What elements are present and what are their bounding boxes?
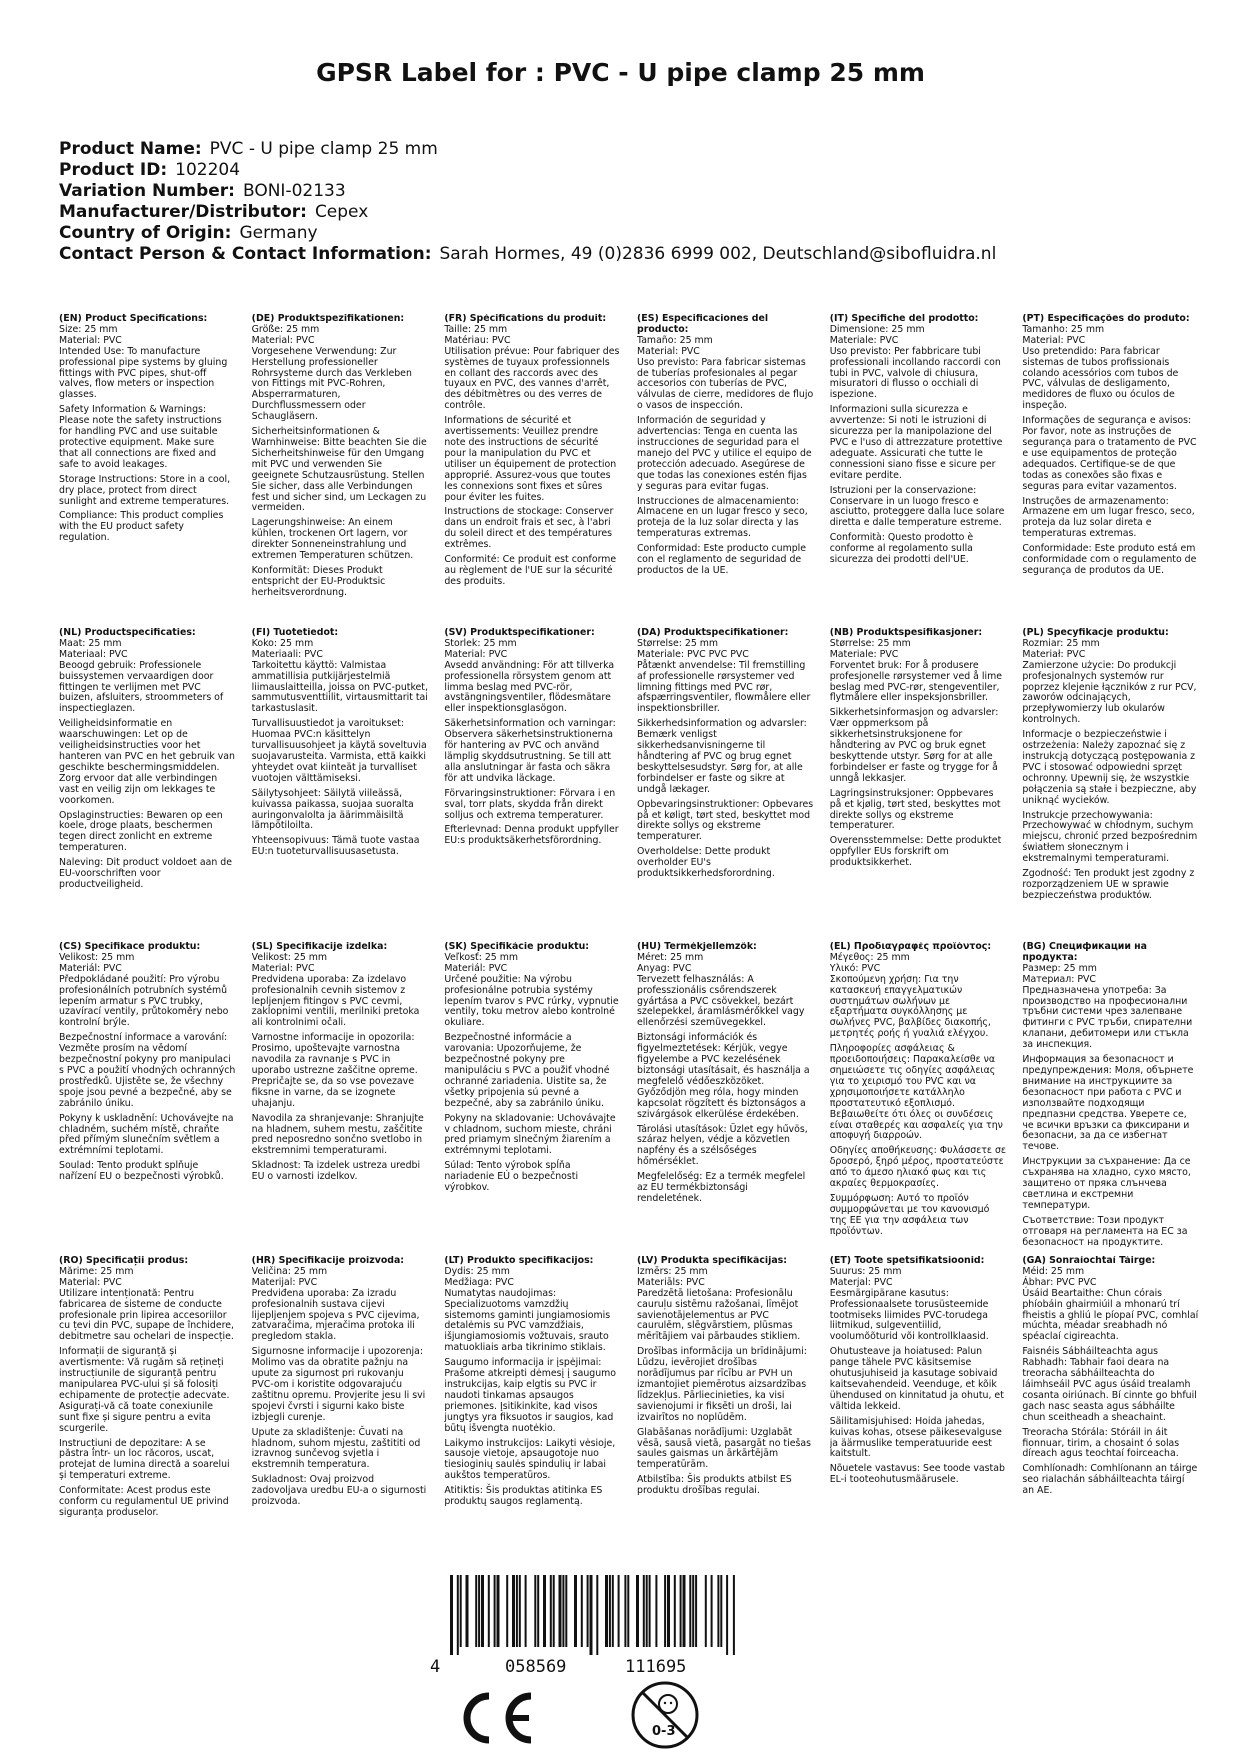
spec-line: Mărime: 25 mm xyxy=(59,1265,134,1277)
spec-line: Säilitamisjuhised: Hoida jahedas, kuivas kohas, otsese päikesevalguse ja äärmuslike temperatuuride eest kaitstult. xyxy=(829,1415,1002,1460)
barcode-bar xyxy=(574,1575,577,1647)
spec-line: Conformidade: Este produto está em conformidade com o regulamento de segurança de produtos da UE. xyxy=(1022,543,1197,576)
spec-line: Anyag: PVC xyxy=(637,962,692,974)
spec-heading: (ET) Toote spetsifikatsioonid: xyxy=(829,1256,985,1266)
spec-line: Zamierzone użycie: Do produkcji profesjonalnych systemów rur poprzez klejenie łączników z rur PCV, zaworów odcinających, przepływomierzy lub okularów kontrolnych. xyxy=(1022,659,1197,726)
spec-line: Bezpečnostné informácie a varovania: Upozorňujeme, že bezpečnostné pokyny pre manipuláciu s PVC a použiť vhodné ochranné zariadenia. Uistite sa, že všetky pripojenia sú pevné a bezpečné, aby sa zabránilo úniku. xyxy=(444,1032,610,1109)
spec-line: Material: PVC xyxy=(59,334,122,346)
barcode-bar xyxy=(543,1575,546,1647)
barcode-bar xyxy=(565,1575,567,1647)
spec-line: Turvallisuustiedot ja varoitukset: Huomaa PVC:n käsittelyn turvallisuusohjeet ja käytä soveltuvia suojavarusteita. Varmista, että kaikki yhteydet ovat kiinteät ja turvalliset vuotojen välttämiseksi. xyxy=(251,718,427,784)
barcode-bar xyxy=(636,1575,639,1647)
spec-line: Nõuetele vastavus: See toode vastab EL-i tooteohutusmäärusele. xyxy=(829,1463,1005,1486)
barcode-bar xyxy=(664,1575,666,1647)
barcode-bar xyxy=(717,1575,719,1647)
spec-block xyxy=(830,1256,1007,1570)
barcode-bar xyxy=(680,1575,682,1647)
barcode-bar xyxy=(512,1575,515,1647)
spec-row xyxy=(59,314,1199,628)
barcode-bar xyxy=(646,1575,648,1647)
barcode-bar xyxy=(581,1575,583,1647)
spec-line: Materijal: PVC xyxy=(251,1276,318,1288)
barcode-bar xyxy=(624,1575,626,1647)
spec-line: Velikost: 25 mm xyxy=(59,951,135,963)
spec-line: Tervezett felhasználás: A professzionális csőrendszerek gyártása a PVC csövekkel, bezárt szelepekkel, áramlásmérőkkel vagy ellenőrzési szemüvegekkel. xyxy=(637,973,805,1029)
spec-line: Méret: 25 mm xyxy=(637,951,704,963)
info-row xyxy=(59,181,1199,202)
spec-heading: (CS) Specifikace produktu: xyxy=(59,942,201,952)
barcode-bar xyxy=(705,1575,707,1647)
spec-line: Pokyny k uskladnění: Uchovávejte na chladném, suchém místě, chraňte před přímým slunečním světlem a extrémními teplotami. xyxy=(59,1112,234,1157)
spec-line: Instructions de stockage: Conserver dans un endroit frais et sec, à l'abri du soleil direct et des températures extrêmes. xyxy=(444,506,614,551)
barcode-bar xyxy=(609,1575,611,1647)
ce-mark-icon xyxy=(455,1690,535,1746)
spec-line: Atbilstība: Šis produkts atbilst ES produktu drošības regulai. xyxy=(637,1474,792,1497)
spec-block xyxy=(444,1256,621,1570)
barcode-bar xyxy=(587,1575,589,1647)
spec-line: Rozmiar: 25 mm xyxy=(1022,637,1100,649)
barcode-bar xyxy=(525,1575,527,1647)
spec-line: Materiale: PVC xyxy=(829,648,899,660)
spec-line: Drošības informācija un brīdinājumi: Lūdzu, ievērojiet drošības norādījumus par rīcību ar PVH un izmantojiet piemērotus aizsardzības līdzekļus. Pārliecinieties, ka visi savienojumi ir fiksēti un droši, lai izvairītos no noplūdēm. xyxy=(637,1346,807,1423)
spec-line: Tárolási utasítások: Üzlet egy hűvös, száraz helyen, védje a közvetlen napfény és a szélsőséges hőmérséklet. xyxy=(637,1123,808,1168)
spec-line: Información de seguridad y advertencias: Tenga en cuenta las instrucciones de seguridad para el manejo del PVC y utilice el equipo de protección adecuado. Asegúrese de que todas las conexiones estén fijas y seguras para evitar fugas. xyxy=(637,415,812,492)
spec-line: Upute za skladištenje: Čuvati na hladnom, suhom mjestu, zaštititi od izravnog sunčevog svjetla i ekstremnih temperatura. xyxy=(251,1426,421,1471)
spec-heading: (PL) Specyfikacje produktu: xyxy=(1022,628,1169,638)
spec-line: Materiale: PVC xyxy=(829,334,899,346)
spec-line: Compliance: This product complies with the EU product safety regulation. xyxy=(59,510,224,544)
spec-line: Saugumo informacija ir įspėjimai: Prašome atkreipti dėmesį į saugumo instrukcijas, kaip elgtis su PVC ir naudoti tinkamas apsaugos priemones. Įsitikinkite, kad visos jungtys yra fiksuotos ir saugios, kad būtų išvengta nuotėkio. xyxy=(444,1357,617,1434)
spec-line: Materiaal: PVC xyxy=(59,648,128,660)
spec-block xyxy=(637,628,814,942)
spec-line: Materiale: PVC PVC PVC xyxy=(637,648,749,660)
spec-line: Material: PVC xyxy=(59,1276,122,1288)
spec-line: Tarkoitettu käyttö: Valmistaa ammatillisia putkijärjestelmiä liimauslaitteilla, joissa on PVC-putket, sammutusventtiilit, virtausmittarit tai tarkastuslasit. xyxy=(251,659,428,715)
spec-heading: (LV) Produkta specifikācijas: xyxy=(637,1256,787,1266)
age-warning-label: 0-3 xyxy=(652,1724,676,1739)
barcode-bar xyxy=(475,1575,477,1647)
spec-line: Størrelse: 25 mm xyxy=(637,637,719,649)
info-label: Country of Origin: xyxy=(59,223,232,243)
spec-line: Forventet bruk: For å produsere profesjonelle rørsystemer ved å lime beslag med PVC-rør, stengeventiler, flytmålere eller inspeksjonsbriller. xyxy=(829,659,1003,704)
info-value: Sarah Hormes, 49 (0)2836 6999 002, Deutschland@sibofluidra.nl xyxy=(439,244,997,264)
barcode-bar xyxy=(618,1575,620,1647)
spec-block xyxy=(252,314,429,628)
info-label: Product Name: xyxy=(59,139,202,159)
page-title: GPSR Label for : PVC - U pipe clamp 25 mm xyxy=(316,58,925,87)
spec-block xyxy=(830,628,1007,942)
spec-line: Съответствие: Този продукт отговаря на регламента на ЕС за безопасност на продуктите. xyxy=(1022,1214,1188,1248)
spec-heading: (HR) Specifikacije proizvoda: xyxy=(251,1256,405,1266)
spec-line: Säkerhetsinformation och varningar: Observera säkerhetsinstruktionerna för hantering av PVC och använd lämplig skyddsutrustning. Se till att alla anslutningar är fasta och säkra för att undvika läckage. xyxy=(444,718,616,784)
spec-line: Úsáid Beartaithe: Chun córais phíobáin ghairmiúil a mhonarú trí fheistis a ghliú le píopaí PVC, comhlaí múchta, méadar sreabhadh nó spéaclaí cigireachta. xyxy=(1022,1287,1199,1343)
spec-line: Istruzioni per la conservazione: Conservare in un luogo fresco e asciutto, proteggere dalla luce solare diretta e dalle temperature estreme. xyxy=(829,484,1005,529)
barcode-left-digits: 058569 xyxy=(505,1657,567,1677)
spec-heading: (FI) Tuotetiedot: xyxy=(251,628,339,638)
spec-line: Atitiktis: Šis produktas atitinka ES produktų saugos reglamentą. xyxy=(444,1485,603,1508)
spec-line: Conformité: Ce produit est conforme au règlement de l'UE sur la sécurité des produits. xyxy=(444,554,617,587)
spec-block xyxy=(830,942,1007,1256)
spec-row xyxy=(59,942,1199,1256)
barcode-bar xyxy=(553,1575,555,1647)
barcode-bar xyxy=(692,1575,694,1647)
spec-heading: (HU) Termékjellemzők: xyxy=(637,942,757,952)
barcode-bar xyxy=(726,1575,728,1655)
spec-block xyxy=(830,314,1007,628)
spec-block xyxy=(637,942,814,1256)
spec-line: Soulad: Tento produkt splňuje nařízení EU o bezpečnosti výrobků. xyxy=(59,1160,224,1183)
spec-heading: (IT) Specifiche del prodotto: xyxy=(829,314,979,324)
spec-line: Medžiaga: PVC xyxy=(444,1276,514,1288)
spec-line: Dimensione: 25 mm xyxy=(829,323,925,335)
spec-line: Paredzētā lietošana: Profesionālu cauruļu sistēmu ražošanai, līmējot savienotājelementus ar PVC caurulēm, slēgvārstiem, plūsmas mērītājiem vai pārbaudes stikliem. xyxy=(637,1287,801,1343)
spec-heading: (DA) Produktspecifikationer: xyxy=(637,628,789,638)
spec-line: Intended Use: To manufacture professional pipe systems by gluing fittings with PVC pipes, shut-off valves, flow meters or inspection glasses. xyxy=(59,345,228,401)
product-info xyxy=(59,139,1199,265)
barcode-bar xyxy=(481,1575,484,1647)
spec-line: Material: PVC xyxy=(251,334,315,346)
barcode-right-digits: 111695 xyxy=(625,1657,687,1677)
spec-row xyxy=(59,628,1199,942)
spec-block xyxy=(444,314,621,628)
spec-line: Instruções de armazenamento: Armazene em um lugar fresco, seco, proteja da luz solar direta e temperaturas extremas. xyxy=(1022,495,1195,540)
spec-line: Информация за безопасност и предупреждения: Моля, обърнете внимание на инструкциите за безопасност при работа с PVC и използвайте подходящи предпазни средства. Уверете се, че всички връзки са фиксирани и безопасни, за да се избегнат течове. xyxy=(1022,1054,1194,1153)
spec-block xyxy=(1022,1256,1199,1570)
spec-line: Předpokládané použití: Pro výrobu profesionálních potrubních systémů lepením armatur s PVC trubky, uzavírací ventily, průtokoměry nebo kontrolní brýle. xyxy=(59,973,229,1029)
spec-line: Οδηγίες αποθήκευσης: Φυλάσσετε σε δροσερό, ξηρό μέρος, προστατεύστε από το άμεσο ηλιακό φως και τις ακραίες θερμοκρασίες. xyxy=(829,1145,1006,1190)
barcode-bar xyxy=(497,1575,500,1647)
info-row xyxy=(59,223,1199,244)
spec-block xyxy=(1022,314,1199,628)
info-label: Manufacturer/Distributor: xyxy=(59,202,307,222)
spec-line: Sikkerhedsinformation og advarsler: Bemærk venligst sikkerhedsanvisningerne til håndtering af PVC og brug egnet beskyttelsesudstyr. Sørg for, at alle forbindelser er faste og sikre at undgå lækager. xyxy=(637,718,807,795)
spec-row xyxy=(59,1256,1199,1570)
barcode-bar xyxy=(466,1575,469,1647)
barcode-bar xyxy=(550,1575,552,1647)
info-value: Germany xyxy=(239,223,318,243)
info-row xyxy=(59,244,1199,265)
spec-line: Overensstemmelse: Dette produktet oppfyller EUs forskrift om produktsikkerhet. xyxy=(829,835,1002,869)
spec-line: Zgodność: Ten produkt jest zgodny z rozporządzeniem UE w sprawie bezpieczeństwa produktów. xyxy=(1022,868,1195,901)
barcode xyxy=(430,1575,740,1677)
spec-line: Sicherheitsinformationen & Warnhinweise: Bitte beachten Sie die Sicherheitshinweise für den Umgang mit PVC und verwenden Sie geeignete Schutzausrüstung. Stellen Sie sicher, dass alle Verbindungen fest und sicher sind, um Leckagen zu vermeiden. xyxy=(251,426,427,514)
spec-block xyxy=(444,942,621,1256)
barcode-bar xyxy=(590,1575,593,1655)
spec-block xyxy=(444,628,621,942)
spec-line: Utilisation prévue: Pour fabriquer des systèmes de tuyaux professionnels en collant des raccords avec des tuyaux en PVC, des vannes d'arrêt, des débitmètres ou des verres de contrôle. xyxy=(444,345,620,412)
spec-heading: (EN) Product Specifications: xyxy=(59,314,208,324)
spec-line: Konformität: Dieses Produkt entspricht der EU-Produktsic herheitsverordnung. xyxy=(251,564,386,598)
spec-line: Material: PVC xyxy=(1022,334,1086,346)
spec-line: Veličina: 25 mm xyxy=(251,1265,328,1277)
spec-line: Påtænkt anvendelse: Til fremstilling af professionelle rørsystemer ved limning fittings med PVC rør, afspærringsventiler, flowmålere eller inspektionsbriller. xyxy=(637,659,811,715)
barcode-bar xyxy=(649,1575,651,1647)
barcode-bar xyxy=(689,1575,691,1647)
spec-line: Materiál: PVC xyxy=(59,962,122,974)
info-value: BONI-02133 xyxy=(242,181,346,201)
spec-heading: (NL) Productspecificaties: xyxy=(59,628,196,638)
spec-line: Размер: 25 mm xyxy=(1022,962,1097,974)
spec-line: Taille: 25 mm xyxy=(444,323,508,335)
spec-line: Conformità: Questo prodotto è conforme al regolamento sulla sicurezza dei prodotti dell'UE. xyxy=(829,532,974,566)
spec-block xyxy=(252,628,429,942)
info-value: PVC - U pipe clamp 25 mm xyxy=(209,139,438,159)
spec-line: Uso pretendido: Para fabricar sistemas de tubos profissionais colando acessórios com tubos de PVC, válvulas de desligamento, medidores de fluxo ou óculos de inspeção. xyxy=(1022,345,1179,412)
spec-block xyxy=(59,628,236,942)
spec-heading: (PT) Especificações do produto: xyxy=(1022,314,1190,324)
spec-heading: (RO) Specificații produs: xyxy=(59,1256,189,1266)
spec-line: Faisnéis Sábháilteachta agus Rabhadh: Tabhair faoi deara na treoracha sábháilteachta do láimhseáil PVC agus úsáid trealamh cosanta oiriúnach. Bí cinnte go bhfuil gach nasc seasta agus sábháilte chun sceitheadh a sheachaint. xyxy=(1022,1346,1197,1423)
spec-line: Υλικό: PVC xyxy=(829,962,881,974)
spec-line: Dydis: 25 mm xyxy=(444,1265,510,1277)
barcode-bar xyxy=(494,1575,496,1647)
barcode-bar xyxy=(516,1575,518,1647)
spec-heading: (BG) Спецификации на продукта: xyxy=(1022,942,1147,963)
spec-line: Izmērs: 25 mm xyxy=(637,1265,708,1277)
spec-line: Ohutusteave ja hoiatused: Palun pange tähele PVC käsitsemise ohutusjuhiseid ja kasutage sobivaid kaitsevahendeid. Veenduge, et kõik ühendused on kinnitatud ja ohutu, et vältida lekkeid. xyxy=(829,1346,1004,1412)
spec-heading: (NB) Produktspesifikasjoner: xyxy=(829,628,983,638)
spec-line: Opbevaringsinstruktioner: Opbevares på et køligt, tørt sted, beskyttet mod direkte sollys og ekstreme temperaturer. xyxy=(637,798,814,843)
spec-line: Uso previsto: Para fabricar sistemas de tuberías profesionales al pegar accesorios con tuberías de PVC, válvulas de cierre, medidores de flujo o vasos de inspección. xyxy=(637,356,814,412)
spec-line: Σκοπούμενη χρήση: Για την κατασκευή επαγγελματικών συστημάτων σωλήνων με εξαρτήματα συγκόλλησης με σωλήνες PVC, βαλβίδες διακοπής, μετρητές ροής ή γυαλιά ελέγχου. xyxy=(829,973,991,1040)
barcode-bar xyxy=(667,1575,670,1647)
info-label: Product ID: xyxy=(59,160,168,180)
info-label: Variation Number: xyxy=(59,181,235,201)
spec-line: Velikost: 25 mm xyxy=(251,951,328,963)
spec-heading: (SV) Produktspecifikationer: xyxy=(444,628,595,638)
spec-line: Συμμόρφωση: Αυτό το προϊόν συμμορφώνεται με τον κανονισμό της ΕΕ για την ασφάλεια των προϊόντων. xyxy=(829,1192,990,1237)
info-row xyxy=(59,160,1199,181)
spec-line: Méid: 25 mm xyxy=(1022,1265,1085,1277)
spec-line: Πληροφορίες ασφάλειας & προειδοποιήσεις: Παρακαλείσθε να σημειώσετε τις οδηγίες ασφάλειας για το χειρισμό του PVC και να χρησιμοποιήσετε κατάλληλο προστατευτικό εξοπλισμό. Βεβαιωθείτε ότι όλες οι συνδέσεις είναι σταθερές και ασφαλείς για την αποφυγή διαρροών. xyxy=(829,1043,1003,1142)
spec-line: Beoogd gebruik: Professionele buissystemen vervaardigen door fittingen te verlijmen met PVC buizen, afsluiters, stroommeters of inspectieglazen. xyxy=(59,659,224,715)
spec-block xyxy=(1022,628,1199,942)
spec-line: Material: PVC xyxy=(251,962,315,974)
spec-heading: (ES) Especificaciones del producto: xyxy=(637,314,769,335)
spec-line: Conformitate: Acest produs este conform cu regulamentul UE privind siguranța produselor. xyxy=(59,1485,229,1518)
spec-line: Opslaginstructies: Bewaren op een koele, droge plaats, beschermen tegen direct zonlicht en extreme temperaturen. xyxy=(59,809,223,854)
spec-line: Tamanho: 25 mm xyxy=(1022,323,1105,335)
spec-line: Sukladnost: Ovaj proizvod zadovoljava uredbu EU-a o sigurnosti proizvoda. xyxy=(251,1474,427,1508)
spec-block xyxy=(1022,942,1199,1256)
barcode-bar xyxy=(478,1575,480,1647)
barcode-bar xyxy=(457,1575,459,1655)
spec-line: Laikymo instrukcijos: Laikyti vėsioje, sausoje vietoje, apsaugotoje nuo tiesioginių saulės spindulių ir labai aukštos temperatūros. xyxy=(444,1437,616,1482)
spec-heading: (EL) Προδιαγραφές προϊόντος: xyxy=(829,942,992,952)
age-warning-icon xyxy=(630,1680,700,1750)
spec-line: Bezpečnostní informace a varování: Vezměte prosím na vědomí bezpečnostní pokyny pro manipulaci s PVC a použití vhodných ochranných prostředků. Ujistěte se, že všechny spoje jsou pevné a bezpečné, aby se zabránilo úniku. xyxy=(59,1032,236,1109)
spec-line: Instrucciones de almacenamiento: Almacene en un lugar fresco y seco, proteja de la luz solar directa y las temperaturas extremas. xyxy=(637,495,808,540)
spec-line: Informazioni sulla sicurezza e avvertenze: Si noti le istruzioni di sicurezza per la manipolazione del PVC e l'uso di attrezzature protettive adeguate. Assicurati che tutte le connessioni siano fisse e sicure per evitare perdite. xyxy=(829,404,1003,481)
spec-heading: (DE) Produktspezifikationen: xyxy=(251,314,405,324)
spec-line: Lagerungshinweise: An einem kühlen, trockenen Ort lagern, vor direkter Sonneneinstrahlung und extremen Temperaturen schützen. xyxy=(251,517,414,562)
spec-line: Uso previsto: Per fabbricare tubi professionali incollando raccordi con tubi in PVC, valvole di chiusura, misuratori di flusso o occhiali di ispezione. xyxy=(829,345,1001,401)
spec-line: Material: PVC xyxy=(444,648,508,660)
barcode-bar xyxy=(643,1575,645,1647)
spec-heading: (FR) Spécifications du produit: xyxy=(444,314,607,324)
spec-line: Vorgesehene Verwendung: Zur Herstellung professioneller Rohrsysteme durch das Verkleben von Fittings mit PVC-Rohren, Absperrarmaturen, Durchflussmessern oder Schaugläsern. xyxy=(251,345,412,423)
spec-line: Overholdelse: Dette produkt overholder EU's produktsikkerhedsforordning. xyxy=(637,846,775,880)
spec-line: Megfelelőség: Ez a termék megfelel az EU termékbiztonsági rendeletének. xyxy=(637,1171,806,1204)
barcode-bar xyxy=(506,1575,508,1647)
spec-line: Materiał: PVC xyxy=(1022,648,1086,660)
spec-line: Eesmärgipärane kasutus: Professionaalsete torusüsteemide tootmiseks liimides PVC-torudega liitmikud, sulgeventiilid, voolumõõturid või kontrollklaasid. xyxy=(829,1287,989,1343)
spec-line: Avsedd användning: För att tillverka professionella rörsystem genom att limma beslag med PVC-rör, avstängningsventiler, flödesmätare eller inspektionsglasögon. xyxy=(444,659,615,715)
spec-line: Storlek: 25 mm xyxy=(444,637,517,649)
spec-line: Glabāšanas norādījumi: Uzglabāt vēsā, sausā vietā, pasargāt no tiešas saules gaismas un ārkārtējām temperatūrām. xyxy=(637,1426,811,1471)
spec-line: Storage Instructions: Store in a cool, dry place, protect from direct sunlight and extreme temperatures. xyxy=(59,473,231,507)
spec-line: Μέγεθος: 25 mm xyxy=(829,951,910,963)
spec-line: Förvaringsinstruktioner: Förvara i en sval, torr plats, skydda från direkt solljus och extrema temperaturer. xyxy=(444,787,616,821)
spec-line: Yhteensopivuus: Tämä tuote vastaa EU:n tuoteturvallisuusasetusta. xyxy=(251,835,420,858)
spec-line: Materiál: PVC xyxy=(444,962,508,974)
barcode-bar xyxy=(488,1575,490,1647)
info-value: 102204 xyxy=(175,160,241,180)
spec-block xyxy=(59,314,236,628)
spec-line: Lagringsinstruksjoner: Oppbevares på et kjølig, tørt sted, beskyttes mot direkte sollys og ekstreme temperaturer. xyxy=(829,787,1001,832)
spec-line: Varnostne informacije in opozorila: Prosimo, upoštevajte varnostna navodila za ravnanje s PVC in uporabo ustrezne zaščitne opreme. Prepričajte se, da so vse povezave fiksne in varne, da se izognete uhajanju. xyxy=(251,1032,418,1109)
barcode-bar xyxy=(450,1575,453,1655)
spec-line: Предназначена употреба: За производство на професионални тръбни системи чрез залепване фитинги с PVC тръби, спирателни клапани, дебитомери или стъкла за инспекция. xyxy=(1022,984,1193,1051)
spec-block xyxy=(637,314,814,628)
spec-line: Skladnost: Ta izdelek ustreza uredbi EU o varnosti izdelkov. xyxy=(251,1160,421,1183)
spec-line: Instrukcje przechowywania: Przechowywać w chłodnym, suchym miejscu, chronić przed bezpośrednim światłem słonecznym i ekstremalnymi temperaturami. xyxy=(1022,809,1198,865)
spec-line: Veiligheidsinformatie en waarschuwingen: Let op de veiligheidsinstructies voor het hanteren van PVC en het gebruik van geschikte beschermingsmiddelen. Zorg ervoor dat alle verbindingen vast en veilig zijn om lekkages te voorkomen. xyxy=(59,718,235,806)
spec-line: Material: PVC xyxy=(637,345,700,357)
spec-line: Veľkosť: 25 mm xyxy=(444,951,519,963)
spec-line: Materiaali: PVC xyxy=(251,648,323,660)
spec-line: Størrelse: 25 mm xyxy=(829,637,911,649)
spec-line: Súlad: Tento výrobok spĺňa nariadenie EÚ o bezpečnosti výrobkov. xyxy=(444,1160,579,1194)
spec-line: Koko: 25 mm xyxy=(251,637,314,649)
spec-line: Numatytas naudojimas: Specializuotoms vamzdžių sistemoms gaminti jungiamosiomis detalėmis su PVC vamzdžiais, išjungiamosiomis vožtuvais, srauto matuokliais arba tikrinimo stiklais. xyxy=(444,1287,611,1354)
spec-line: Informacje o bezpieczeństwie i ostrzeżenia: Należy zapoznać się z instrukcją dotyczącą postępowania z PVC i stosować odpowiedni sprzęt ochronny. Upewnij się, że wszystkie połączenia są stałe i bezpieczne, aby uniknąć wycieków. xyxy=(1022,729,1197,806)
barcode-bar xyxy=(460,1575,462,1647)
spec-block xyxy=(252,1256,429,1570)
barcode-bar xyxy=(612,1575,614,1647)
info-row xyxy=(59,202,1199,223)
barcode-bar xyxy=(596,1575,598,1655)
spec-line: Größe: 25 mm xyxy=(251,323,320,335)
spec-line: Sikkerhetsinformasjon og advarsler: Vær oppmerksom på sikkerhetsinstruksjonene for håndtering av PVC og bruk egnet beskyttende utstyr. Sørg for at alle forbindelser er faste og trygge for å unngå lekkasjer. xyxy=(829,707,999,784)
barcode-first-digit: 4 xyxy=(430,1657,441,1677)
spec-line: Conformidad: Este producto cumple con el reglamento de seguridad de productos de la UE. xyxy=(637,543,807,576)
spec-heading: (GA) Sonraíochtaí Táirge: xyxy=(1022,1256,1156,1266)
spec-block xyxy=(252,942,429,1256)
spec-line: Инструкции за съхранение: Да се съхранява на хладно, сухо място, защитено от пряка слънчева светлина и екстремни температури. xyxy=(1022,1156,1191,1211)
spec-line: Ábhar: PVC PVC xyxy=(1022,1276,1097,1288)
spec-heading: (LT) Produkto specifikacijos: xyxy=(444,1256,594,1266)
barcode-bar xyxy=(655,1575,657,1647)
barcode-bars xyxy=(440,1575,740,1655)
spec-line: Predviđena uporaba: Za izradu profesionalnih sustava cijevi lijepljenjem spojeva s PVC cijevima, zatvaračima, mjeračima protoka ili pregledom stakla. xyxy=(251,1287,420,1343)
spec-block xyxy=(59,1256,236,1570)
spec-heading: (SK) Špecifikácie produktu: xyxy=(444,942,589,952)
spec-line: Materiāls: PVC xyxy=(637,1276,705,1288)
spec-line: Informações de segurança e avisos: Por favor, note as instruções de segurança para o tratamento de PVC e use equipamentos de proteção adequados. Certifique-se de que todas as conexões são fixas e seguras para evitar vazamentos. xyxy=(1022,415,1197,492)
barcode-bar xyxy=(695,1575,697,1647)
spec-line: Navodila za shranjevanje: Shranjujte na hladnem, suhem mestu, zaščitite pred neposredno sončno svetlobo in ekstremnimi temperaturami. xyxy=(251,1112,424,1157)
barcode-bar xyxy=(674,1575,676,1647)
barcode-bar xyxy=(562,1575,564,1647)
spec-line: Materjal: PVC xyxy=(829,1276,893,1288)
spec-line: Utilizare intenționată: Pentru fabricarea de sisteme de conducte profesionale prin lipirea accesoriilor cu țevi din PVC, supape de închidere, debitmetre sau ochelari de inspecție. xyxy=(59,1287,234,1343)
barcode-bar xyxy=(733,1575,735,1655)
spec-line: Tamaño: 25 mm xyxy=(637,334,713,346)
spec-line: Материал: PVC xyxy=(1022,973,1096,985)
spec-line: Predvidena uporaba: Za izdelavo profesionalnih cevnih sistemov z lepljenjem fitingov s PVC cevmi, zaklopnimi ventili, merilniki pretoka ali kontrolnimi očali. xyxy=(251,973,420,1029)
spec-line: Comhlíonadh: Comhlíonann an táirge seo rialachán sábháilteachta táirgí an AE. xyxy=(1022,1463,1198,1497)
spec-line: Säilytysohjeet: Säilytä viileässä, kuivassa paikassa, suojaa suoralta auringonvalolta ja äärimmäisiltä lämpötiloilta. xyxy=(251,787,414,832)
barcode-bar xyxy=(519,1575,521,1647)
barcode-bar xyxy=(720,1575,722,1647)
barcode-bar xyxy=(627,1575,629,1647)
spec-line: Biztonsági információk és figyelmeztetések: Kérjük, vegye figyelembe a PVC kezelésének biztonsági utasításait, és használja a megfelelő védőeszközöket. Győződjön meg róla, hogy minden kapcsolat rögzített és biztonságos a szivárgások elkerülése érdekében. xyxy=(637,1032,810,1120)
spec-block xyxy=(637,1256,814,1570)
barcode-bar xyxy=(605,1575,608,1647)
barcode-bar xyxy=(559,1575,562,1647)
spec-line: Efterlevnad: Denna produkt uppfyller EU:s produktsäkerhetsförordning. xyxy=(444,824,619,847)
barcode-bar xyxy=(537,1575,539,1647)
spec-line: Informații de siguranță și avertismente: Vă rugăm să rețineți instrucțiunile de siguranță pentru manipularea PVC-ului și să folosiți echipamente de protecție adecvate. Asigurați-vă că toate conexiunile sunt fixe și sigure pentru a evita scurgerile. xyxy=(59,1346,230,1434)
spec-line: Suurus: 25 mm xyxy=(829,1265,902,1277)
spec-line: Naleving: Dit product voldoet aan de EU-voorschriften voor productveiligheid. xyxy=(59,857,232,890)
spec-heading: (SL) Specifikacije izdelka: xyxy=(251,942,388,952)
info-value: Cepex xyxy=(314,202,369,222)
spec-line: Instrucțiuni de depozitare: A se păstra într- un loc răcoros, uscat, protejat de lumina directă a soarelui și temperaturi extreme. xyxy=(59,1437,230,1482)
spec-block xyxy=(59,942,236,1256)
barcode-bar xyxy=(534,1575,536,1647)
barcode-bar xyxy=(711,1575,713,1647)
spec-line: Pokyny na skladovanie: Uchovávajte v chladnom, suchom mieste, chráni pred priamym slnečným žiarením a extrémnymi teplotami. xyxy=(444,1112,616,1157)
specifications-grid xyxy=(59,314,1199,1570)
spec-line: Sigurnosne informacije i upozorenja: Molimo vas da obratite pažnju na upute za sigurnost pri rukovanju PVC-om i koristite odgovarajuću zaštitnu opremu. Provjerite jesu li svi spojevi čvrsti i sigurni kako biste izbjegli curenje. xyxy=(251,1346,426,1423)
info-row xyxy=(59,139,1199,160)
spec-line: Size: 25 mm xyxy=(59,323,118,335)
spec-line: Informations de sécurité et avertissements: Veuillez prendre note des instructions de sécurité pour la manipulation du PVC et utiliser un équipement de protection approprié. Assurez-vous que toutes les connexions sont fixes et sûres pour éviter les fuites. xyxy=(444,415,617,503)
spec-line: Matériau: PVC xyxy=(444,334,511,346)
spec-line: Safety Information & Warnings: Please note the safety instructions for handling PVC and use suitable protective equipment. Make sure that all connections are fixed and safe to avoid leakages. xyxy=(59,404,222,470)
spec-line: Maat: 25 mm xyxy=(59,637,122,649)
info-label: Contact Person & Contact Information: xyxy=(59,244,432,264)
spec-line: Treoracha Stórála: Stóráil in áit fionnuar, tirim, a chosaint ó solas díreach agus teochtaí foirceacha. xyxy=(1022,1426,1180,1460)
barcode-bar xyxy=(683,1575,686,1647)
spec-line: Určené použitie: Na výrobu profesionálne potrubia systémy lepením tvarov s PVC rúrky, vypnutie ventily, toku metrov alebo kontrolné okuliare. xyxy=(444,973,619,1029)
